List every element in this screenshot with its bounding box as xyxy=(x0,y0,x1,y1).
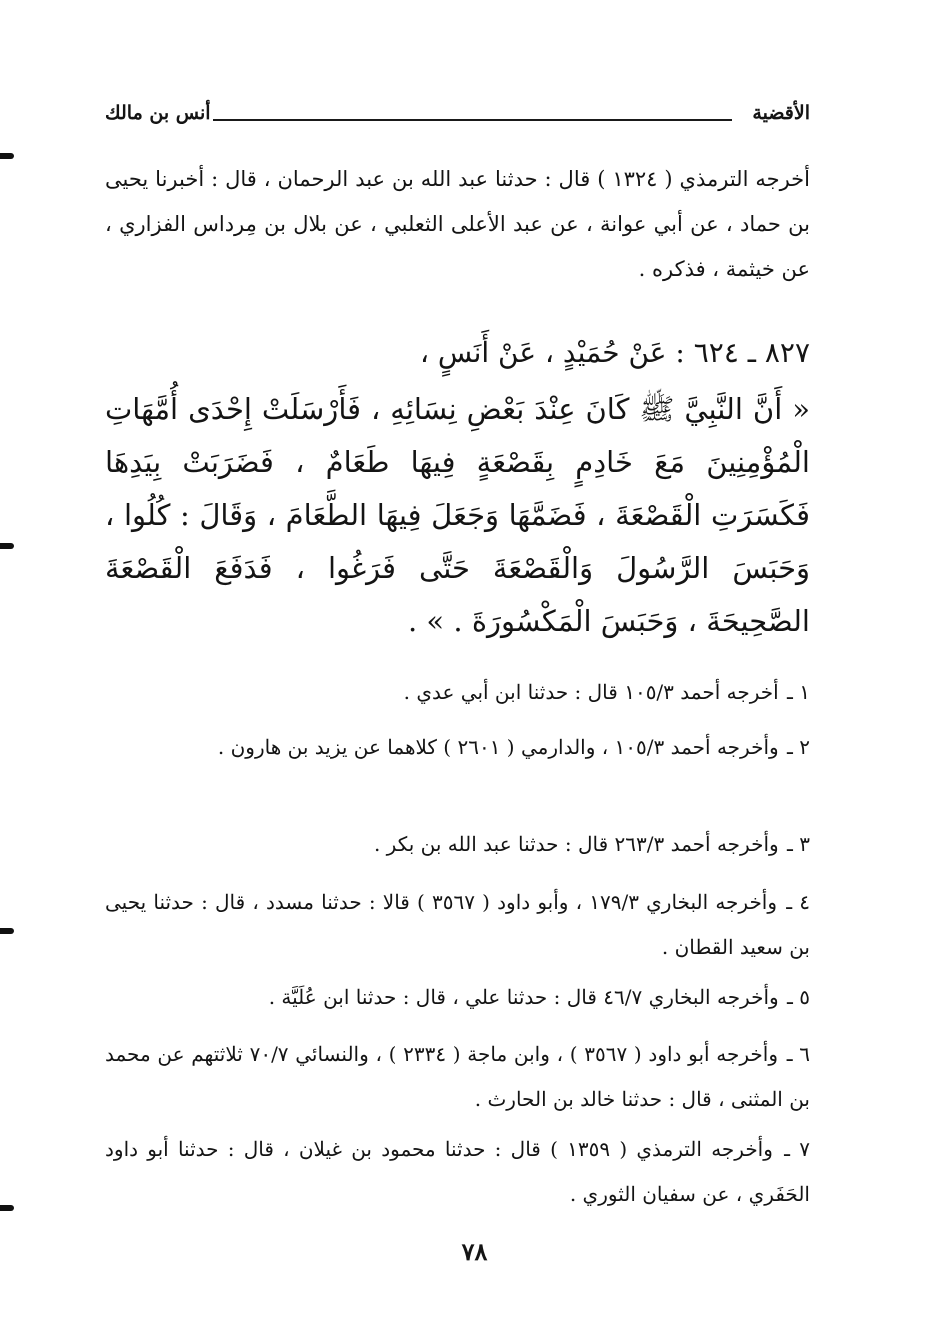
footnote-number: ٣ ـ xyxy=(787,832,810,856)
scan-edge-mark xyxy=(0,1205,14,1211)
footnote-number: ٢ ـ xyxy=(787,735,810,759)
footnote-item xyxy=(105,822,810,867)
header-narrator-title: أنس بن مالك xyxy=(105,102,211,124)
header-chapter-title: الأقضية xyxy=(752,102,810,124)
footnote-text: أخرجه أحمد ١٠٥/٣ قال : حدثنا ابن أبي عدي . xyxy=(403,680,779,704)
footnote-number: ١ ـ xyxy=(787,680,810,704)
footnote-text: وأخرجه البخاري ٤٦/٧ قال : حدثنا علي ، قال : حدثنا ابن عُلَيَّة . xyxy=(268,985,779,1009)
footnote-text: وأخرجه الترمذي ( ١٣٥٩ ) قال : حدثنا محمود بن غيلان ، قال : حدثنا أبو داود الحَفَري ، عن سفيان الثوري . xyxy=(105,1137,810,1206)
footnote-item xyxy=(105,975,810,1020)
footnote-text: وأخرجه أحمد ١٠٥/٣ ، والدارمي ( ٢٦٠١ ) كلاهما عن يزيد بن هارون . xyxy=(217,735,779,759)
footnote-item xyxy=(105,670,810,715)
hadith-text: « أَنَّ النَّبِيَّ ﷺ كَانَ عِنْدَ بَعْضِ نِسَائِهِ ، فَأَرْسَلَتْ إِحْدَى أُمَّهَاتِ الْمُؤْمِنِينَ مَعَ خَادِمٍ بِقَصْعَةٍ فِيهَا طَعَامٌ ، فَضَرَبَتْ بِيَدِهَا فَكَسَرَتِ الْقَصْعَةَ ، فَضَمَّهَا وَجَعَلَ فِيهَا الطَّعَامَ ، وَقَالَ : كُلُوا ، وَحَبَسَ الرَّسُولَ وَالْقَصْعَةَ حَتَّى فَرَغُوا ، فَدَفَعَ الْقَصْعَةَ الصَّحِيحَةَ ، وَحَبَسَ الْمَكْسُورَةَ . » . xyxy=(105,392,810,638)
footnote-number: ٧ ـ xyxy=(784,1137,811,1161)
hadith-number: ٨٢٧ ـ ٦٢٤ : xyxy=(675,336,810,369)
footnote-item xyxy=(105,880,810,970)
footnote-number: ٥ ـ xyxy=(787,985,810,1009)
page-number: ٧٨ xyxy=(461,1237,488,1266)
footnote-text: وأخرجه البخاري ١٧٩/٣ ، وأبو داود ( ٣٥٦٧ ) قالا : حدثنا مسدد ، قال : حدثنا يحيى بن سعيد القطان . xyxy=(105,890,810,959)
scan-edge-mark xyxy=(0,928,14,934)
hadith-heading xyxy=(420,336,810,369)
footnote-number: ٦ ـ xyxy=(786,1042,811,1066)
scan-edge-mark xyxy=(0,543,14,549)
scan-edge-mark xyxy=(0,153,14,159)
intro-paragraph: أخرجه الترمذي ( ١٣٢٤ ) قال : حدثنا عبد الله بن عبد الرحمان ، قال : أخبرنا يحيى بن حماد ، عن أبي عوانة ، عن عبد الأعلى الثعلبي ، عن بلال بن مِرداس الفزاري ، عن خيثمة ، فذكره . xyxy=(105,167,810,281)
footnote-text: وأخرجه أحمد ٢٦٣/٣ قال : حدثنا عبد الله بن بكر . xyxy=(373,832,779,856)
footnote-item xyxy=(105,1127,810,1217)
footnote-number: ٤ ـ xyxy=(786,890,811,914)
header-rule xyxy=(213,119,732,121)
footnote-text: وأخرجه أبو داود ( ٣٥٦٧ ) ، وابن ماجة ( ٢٣٣٤ ) ، والنسائي ٧٠/٧ ثلاثتهم عن محمد بن المثنى ، قال : حدثنا خالد بن الحارث . xyxy=(105,1042,810,1111)
running-header xyxy=(105,100,810,134)
footnote-item xyxy=(105,725,810,770)
hadith-chain: عَنْ حُمَيْدٍ ، عَنْ أَنَسٍ ، xyxy=(419,336,667,369)
footnote-item xyxy=(105,1032,810,1122)
